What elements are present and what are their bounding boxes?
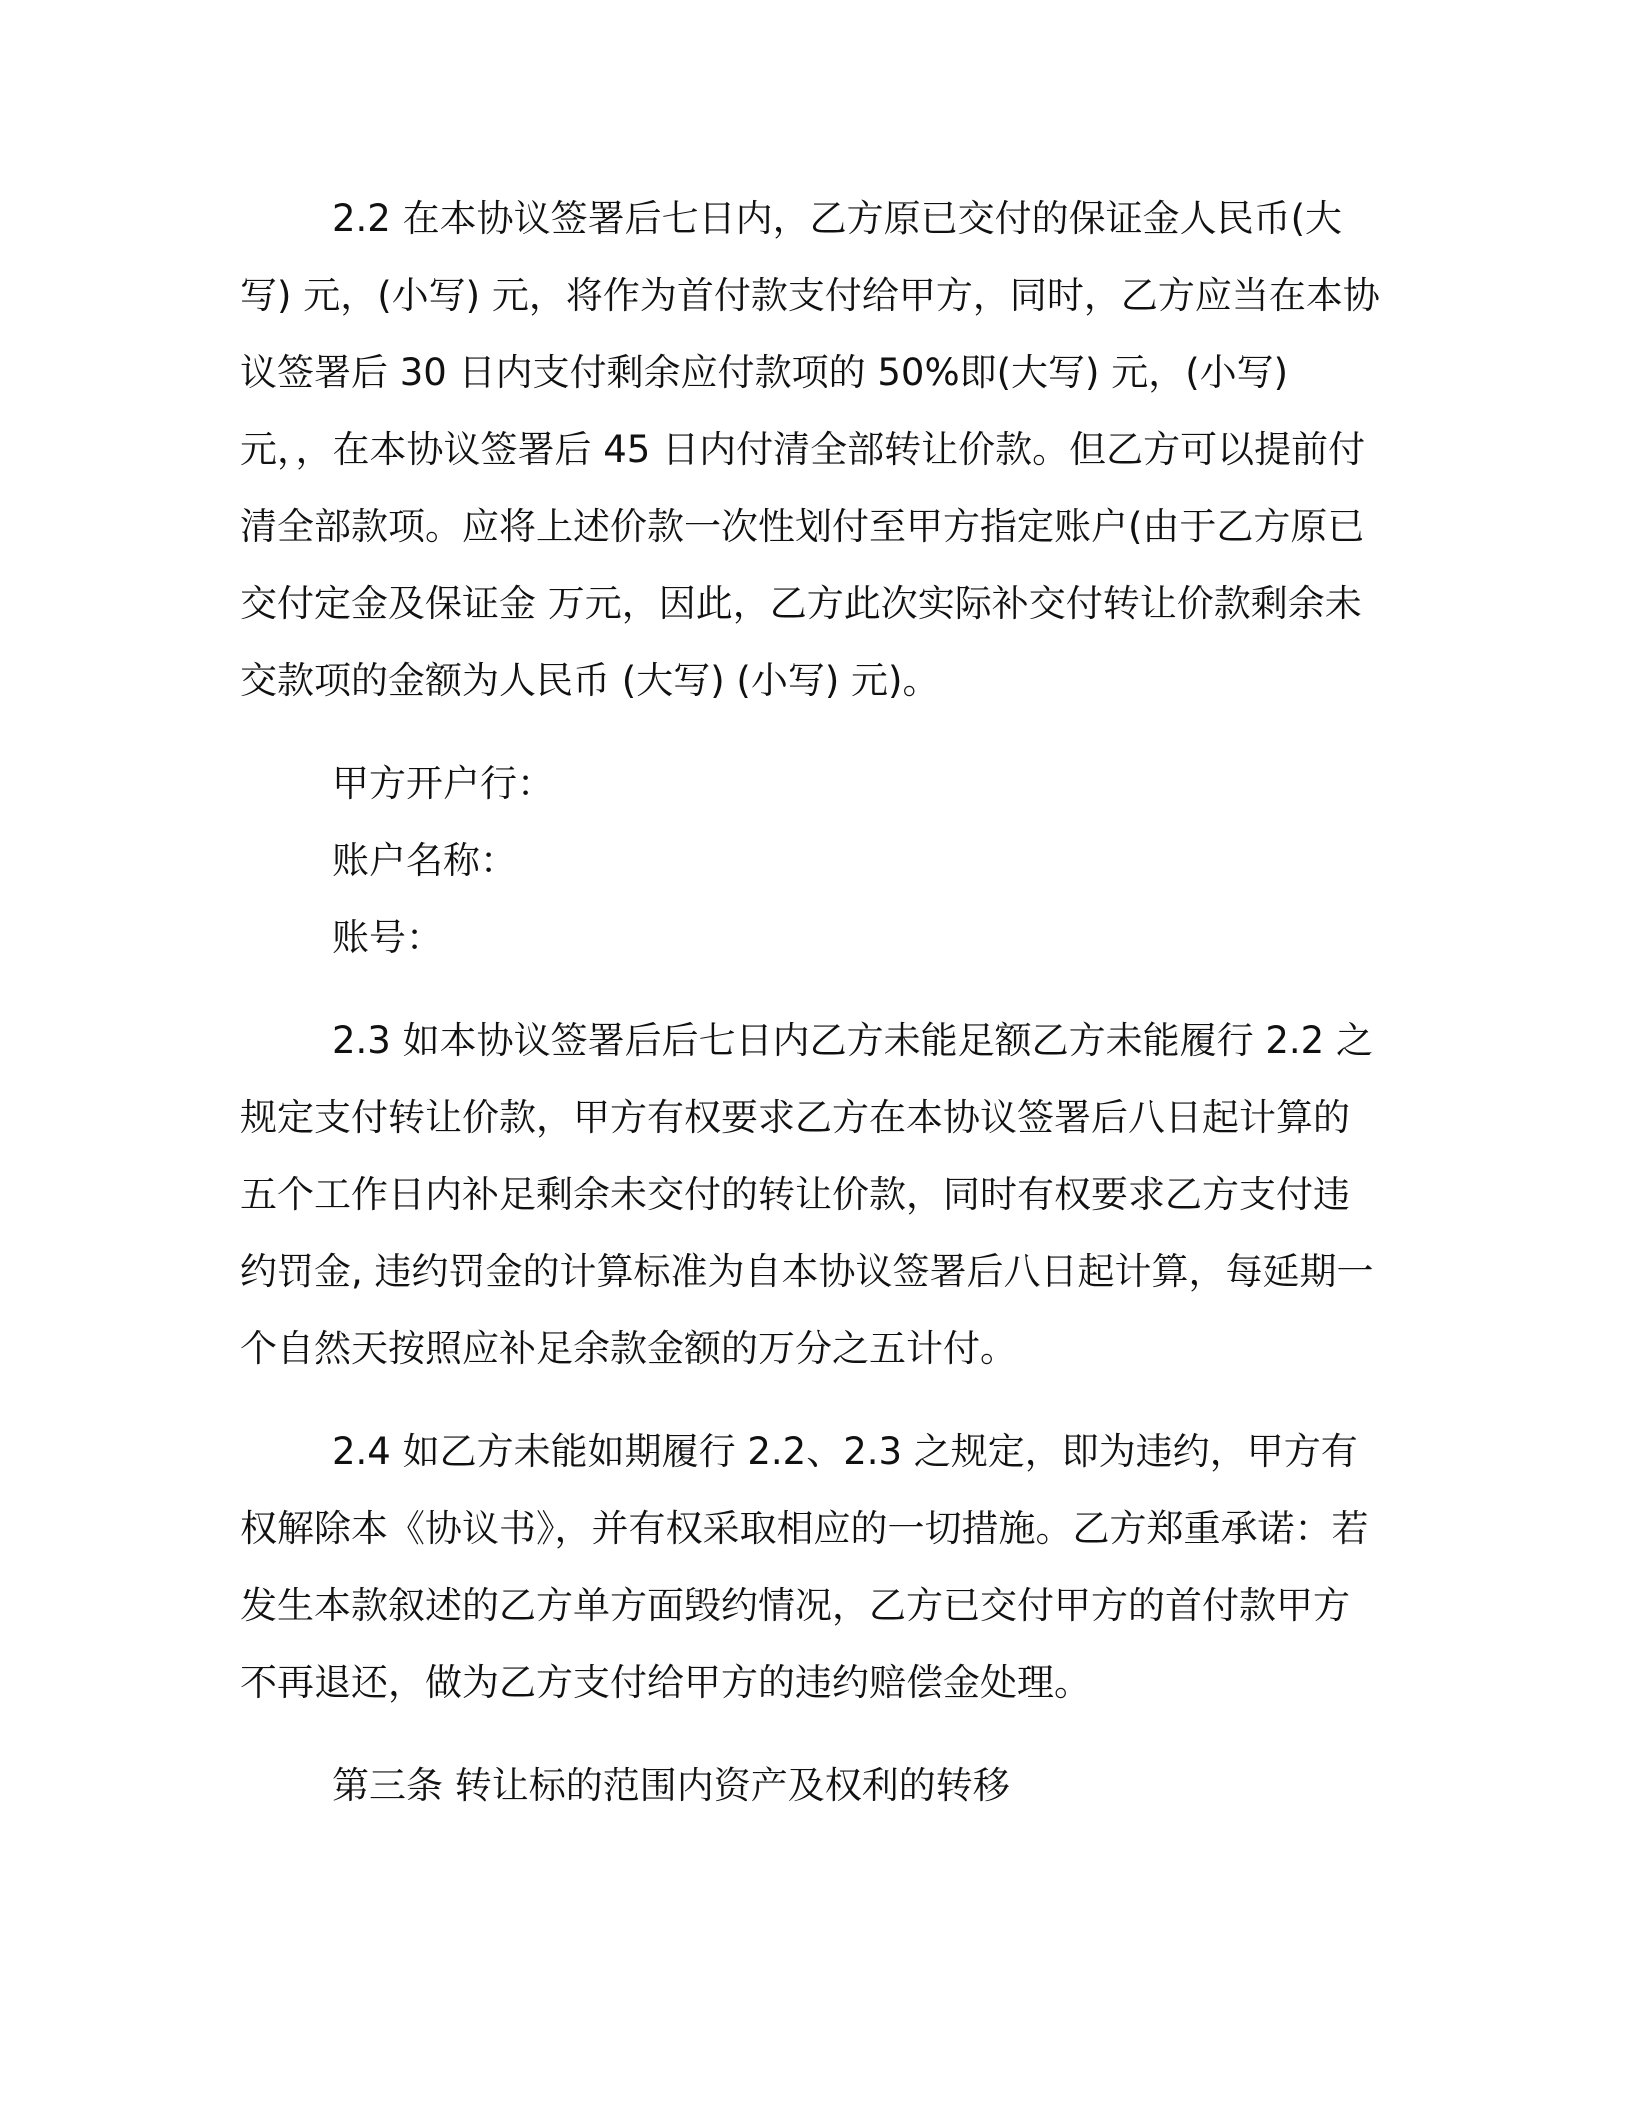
paragraph-2-2: 2.2 在本协议签署后七日内，乙方原已交付的保证金人民币(大写) 元，(小写) 元，将作为首付款支付给甲方，同时，乙方应当在本协议签署后 30 日内支付剩余应付款项的 50%即(大写) 元，(小写) 元，，在本协议签署后 45 日内付清全部转让价款。但乙方可以提前付清全部款项。应将上述价款一次性划付至甲方指定账户(由于乙方原已交付定金及保证金 万元，因此，乙方此次实际补交付转让价款剩余未交款项的金额为人民币 (大写) (小写) 元)。 [240,197,1380,702]
account-number-label: 账号： [332,916,443,959]
paragraph-2-4: 2.4 如乙方未能如期履行 2.2、2.3 之规定，即为违约，甲方有权解除本《协议书》，并有权采取相应的一切措施。乙方郑重承诺：若发生本款叙述的乙方单方面毁约情况，乙方已交付甲方的首付款甲方不再退还，做为乙方支付给甲方的违约赔偿金处理。 [240,1430,1369,1704]
document-body [240,180,1380,1824]
account-name-label: 账户名称： [332,839,517,882]
paragraph-2-3: 2.3 如本协议签署后后七日内乙方未能足额乙方未能履行 2.2 之规定支付转让价款，甲方有权要求乙方在本协议签署后八日起计算的五个工作日内补足剩余未交付的转让价款，同时有权要求乙方支付违约罚金, 违约罚金的计算标准为自本协议签署后八日起计算，每延期一个自然天按照应补足余款金额的万分之五计付。 [240,1019,1374,1370]
bank-label: 甲方开户行： [332,762,554,805]
article-three-heading: 第三条 转让标的范围内资产及权利的转移 [332,1764,1010,1807]
